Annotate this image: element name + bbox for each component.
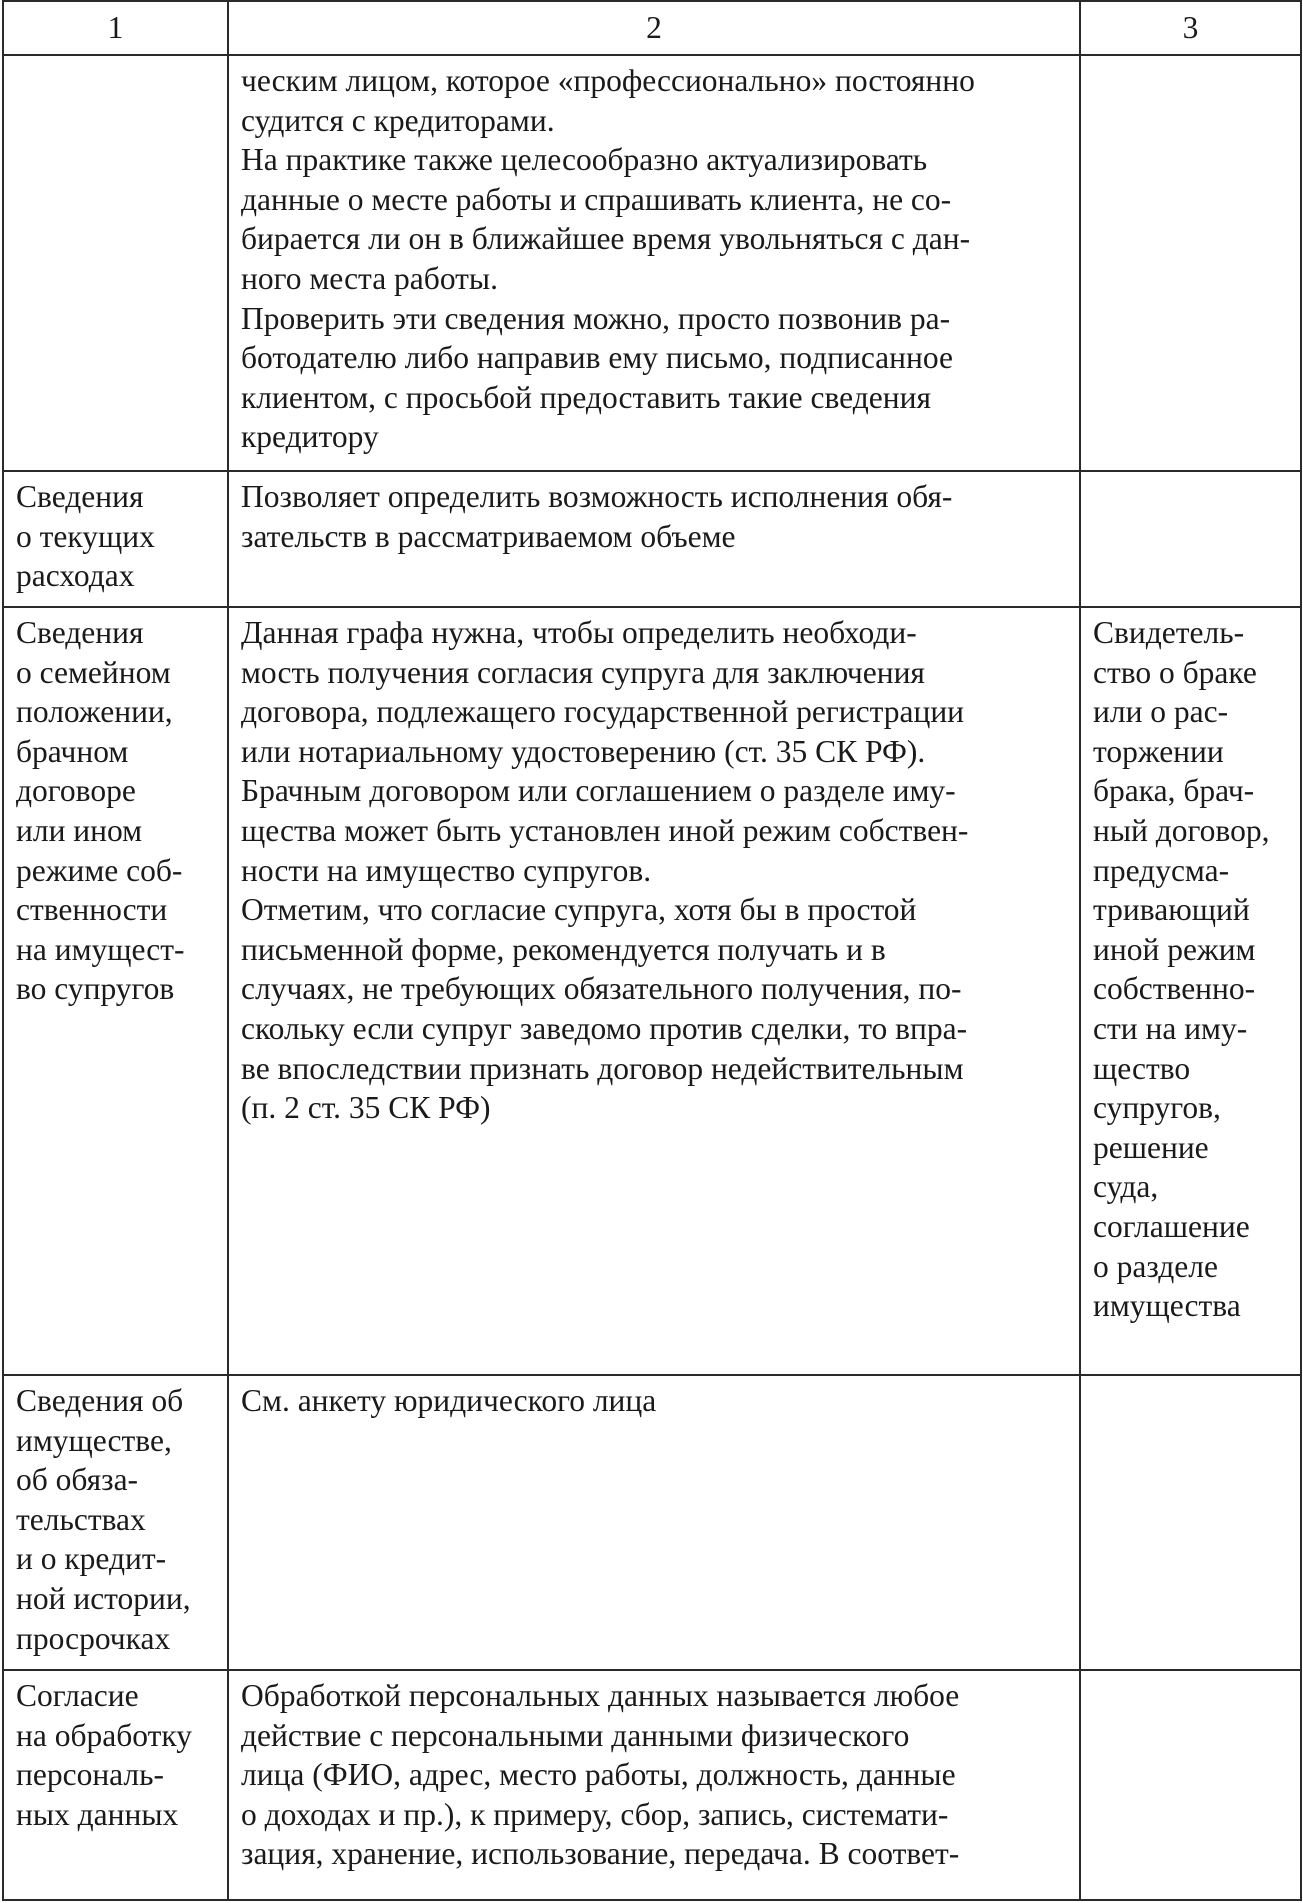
row-description-cell bbox=[228, 471, 1080, 607]
text-line: просрочках bbox=[16, 1620, 171, 1656]
text-line: действие с персональными данными физического bbox=[241, 1717, 910, 1753]
text-line: Брачным договором или соглашением о разделе иму- bbox=[241, 773, 956, 809]
text-line: договоре bbox=[16, 773, 136, 809]
row-documents-cell bbox=[1080, 1670, 1301, 1900]
text-line: Позволяет определить возможность исполнения обя- bbox=[241, 479, 953, 514]
text-line: данные о месте работы и спрашивать клиента, не со- bbox=[241, 181, 952, 217]
row-heading-cell bbox=[3, 1670, 228, 1900]
text-line: Обработкой персональных данных называется любое bbox=[241, 1678, 960, 1713]
text-line: Согласие bbox=[16, 1678, 139, 1713]
text-line: ности на имущество супругов. bbox=[241, 852, 652, 888]
text-line: расходах bbox=[16, 558, 135, 594]
text-line: о семейном bbox=[16, 654, 171, 690]
row-heading-cell bbox=[3, 471, 228, 607]
text-line: судится с кредиторами. bbox=[241, 102, 555, 138]
text-line: щество bbox=[1093, 1050, 1191, 1086]
text-line: собственно- bbox=[1093, 971, 1256, 1007]
text-line: имущества bbox=[1093, 1288, 1241, 1324]
text-line: положении, bbox=[16, 694, 173, 730]
column-number-3: 3 bbox=[1080, 1, 1301, 55]
text-line: На практике также целесообразно актуализировать bbox=[241, 142, 928, 178]
text-line: брака, брач- bbox=[1093, 773, 1255, 809]
text-line: на обработку bbox=[16, 1717, 192, 1753]
row-documents-cell bbox=[1080, 607, 1301, 1375]
text-line: соглашение bbox=[1093, 1208, 1250, 1244]
text-line: скольку если супруг заведомо против сделки, то впра- bbox=[241, 1010, 968, 1046]
row-documents-cell bbox=[1080, 55, 1301, 471]
text-line: ство о браке bbox=[1093, 654, 1257, 690]
text-line: Свидетель- bbox=[1093, 615, 1245, 650]
text-line: ного места работы. bbox=[241, 260, 498, 296]
table-row bbox=[3, 471, 1301, 607]
text-line: зательств в рассматриваемом объеме bbox=[241, 518, 736, 554]
document-table bbox=[2, 0, 1302, 1901]
text-line: о разделе bbox=[1093, 1248, 1218, 1284]
text-line: во супругов bbox=[16, 971, 175, 1007]
text-line: Данная графа нужна, чтобы определить необходи- bbox=[241, 615, 917, 650]
row-documents-cell bbox=[1080, 1375, 1301, 1670]
text-line: сти на иму- bbox=[1093, 1010, 1248, 1046]
text-line: и о кредит- bbox=[16, 1541, 167, 1577]
text-line: или нотариальному удостоверению (ст. 35 СК РФ). bbox=[241, 733, 926, 769]
text-line: ный договор, bbox=[1093, 812, 1270, 848]
table-row bbox=[3, 55, 1301, 471]
text-line: о доходах и пр.), к примеру, сбор, запись, системати- bbox=[241, 1796, 949, 1832]
text-line: Сведения об bbox=[16, 1383, 184, 1418]
row-heading-cell bbox=[3, 607, 228, 1375]
text-line: ческим лицом, которое «профессионально» постоянно bbox=[241, 63, 975, 98]
text-line: Отметим, что согласие супруга, хотя бы в простой bbox=[241, 892, 917, 928]
text-line: решение bbox=[1093, 1129, 1209, 1165]
text-line: щества может быть установлен иной режим собствен- bbox=[241, 812, 969, 848]
table-row bbox=[3, 1670, 1301, 1900]
row-documents-cell bbox=[1080, 471, 1301, 607]
text-line: зация, хранение, использование, передача. В соответ- bbox=[241, 1836, 960, 1872]
text-line: предусма- bbox=[1093, 852, 1230, 888]
text-line: (п. 2 ст. 35 СК РФ) bbox=[241, 1090, 491, 1126]
text-line: клиентом, с просьбой предоставить такие сведения bbox=[241, 379, 931, 415]
text-line: Сведения bbox=[16, 479, 144, 514]
text-line: супругов, bbox=[1093, 1090, 1221, 1126]
row-description-cell bbox=[228, 1375, 1080, 1670]
text-line: бирается ли он в ближайшее время увольняться с дан- bbox=[241, 221, 971, 257]
text-line: ных данных bbox=[16, 1796, 179, 1832]
text-line: или ином bbox=[16, 812, 143, 848]
text-line: торжении bbox=[1093, 733, 1224, 769]
text-line: мость получения согласия супруга для заключения bbox=[241, 654, 925, 690]
text-line: ве впоследствии признать договор недействительным bbox=[241, 1050, 964, 1086]
text-line: брачном bbox=[16, 733, 129, 769]
text-line: персональ- bbox=[16, 1757, 165, 1793]
text-line: тривающий bbox=[1093, 892, 1250, 928]
row-heading-cell bbox=[3, 55, 228, 471]
text-line: договора, подлежащего государственной регистрации bbox=[241, 694, 965, 730]
table-row bbox=[3, 1375, 1301, 1670]
text-line: имуществе, bbox=[16, 1422, 172, 1458]
text-line: иной режим bbox=[1093, 931, 1256, 967]
text-line: случаях, не требующих обязательного получения, по- bbox=[241, 971, 962, 1007]
text-line: кредитору bbox=[241, 419, 379, 455]
text-line: письменной форме, рекомендуется получать и в bbox=[241, 931, 886, 967]
text-line: или о рас- bbox=[1093, 694, 1229, 730]
text-line: на имущест- bbox=[16, 931, 185, 967]
table-header-row bbox=[3, 1, 1301, 55]
text-line: ной истории, bbox=[16, 1580, 191, 1616]
text-line: ботодателю либо направив ему письмо, подписанное bbox=[241, 340, 953, 376]
text-line: суда, bbox=[1093, 1169, 1159, 1205]
row-description-cell bbox=[228, 55, 1080, 471]
text-line: Проверить эти сведения можно, просто позвонив ра- bbox=[241, 300, 951, 336]
text-line: об обяза- bbox=[16, 1462, 139, 1498]
text-line: См. анкету юридического лица bbox=[241, 1383, 657, 1418]
column-number-2: 2 bbox=[228, 1, 1080, 55]
text-line: Сведения bbox=[16, 615, 144, 650]
column-number-1: 1 bbox=[3, 1, 228, 55]
text-line: режиме соб- bbox=[16, 852, 183, 888]
text-line: тельствах bbox=[16, 1501, 146, 1537]
table-row bbox=[3, 607, 1301, 1375]
text-line: о текущих bbox=[16, 518, 155, 554]
row-heading-cell bbox=[3, 1375, 228, 1670]
text-line: лица (ФИО, адрес, место работы, должность, данные bbox=[241, 1757, 956, 1793]
row-description-cell bbox=[228, 607, 1080, 1375]
row-description-cell bbox=[228, 1670, 1080, 1900]
text-line: ственности bbox=[16, 892, 168, 928]
